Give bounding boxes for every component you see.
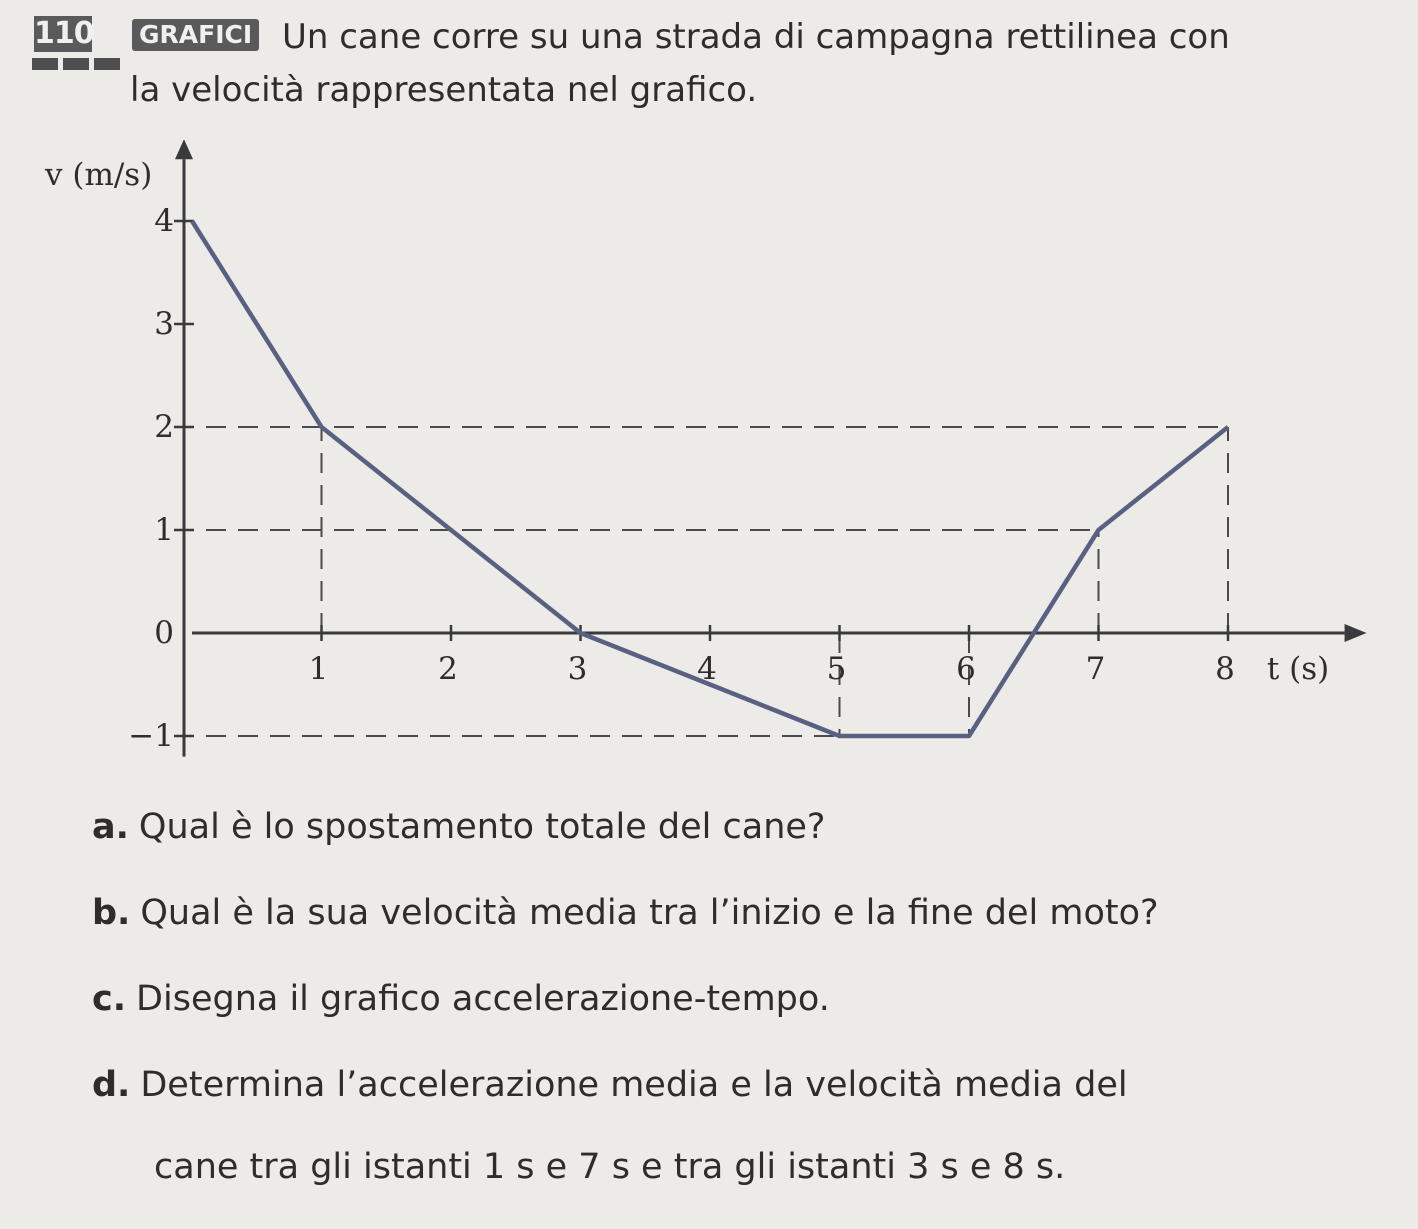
x-tick-label: 1: [308, 651, 329, 687]
x-tick-label: 8: [1215, 651, 1235, 687]
question-d-continuation: cane tra gli istanti 1 s e 7 s e tra gli istanti 3 s e 8 s.: [154, 1147, 1066, 1187]
y-tick-label: 1: [154, 512, 174, 548]
question-text: Qual è lo spostamento totale del cane?: [138, 807, 826, 847]
question-letter: d.: [92, 1065, 131, 1105]
question-c: [92, 977, 830, 1021]
question-a: [92, 805, 826, 849]
question-letter: a.: [92, 807, 129, 847]
y-tick-label: 0: [154, 615, 174, 651]
x-axis-arrow-icon: [1345, 624, 1367, 642]
x-tick-label: 6: [956, 651, 976, 687]
x-tick-label: 4: [697, 651, 717, 687]
axes: [175, 140, 1367, 757]
exercise-tag-badge: GRAFICI: [132, 19, 259, 51]
exercise-number-badge: 110: [34, 16, 94, 51]
y-axis-arrow-icon: [175, 140, 193, 159]
velocity-time-graph: [0, 140, 1418, 780]
x-tick-label: 3: [567, 651, 588, 687]
question-b: [92, 891, 1159, 935]
x-tick-label: 7: [1085, 651, 1106, 687]
exercise-statement-line2: la velocità rappresentata nel grafico.: [130, 70, 758, 110]
question-d: [92, 1063, 1128, 1107]
y-tick-label: 3: [154, 306, 174, 342]
question-text: Disegna il grafico accelerazione-tempo.: [136, 979, 830, 1019]
question-letter: b.: [92, 893, 131, 933]
y-axis-label: v (m/s): [45, 156, 153, 193]
x-axis-label: t (s): [1266, 651, 1330, 687]
difficulty-squares-icon: [32, 58, 122, 72]
question-text: Determina l’accelerazione media e la velocità media del: [140, 1065, 1128, 1105]
x-tick-label: 5: [826, 651, 847, 687]
y-tick-label: 2: [154, 409, 174, 445]
x-tick-label: 2: [438, 651, 458, 687]
question-text: Qual è la sua velocità media tra l’inizio e la fine del moto?: [140, 893, 1159, 933]
y-tick-label: 4: [154, 203, 174, 239]
question-letter: c.: [92, 979, 127, 1019]
exercise-header: [0, 0, 1418, 130]
y-tick-label: −1: [128, 718, 174, 754]
exercise-statement-line1: Un cane corre su una strada di campagna rettilinea con: [282, 17, 1230, 57]
